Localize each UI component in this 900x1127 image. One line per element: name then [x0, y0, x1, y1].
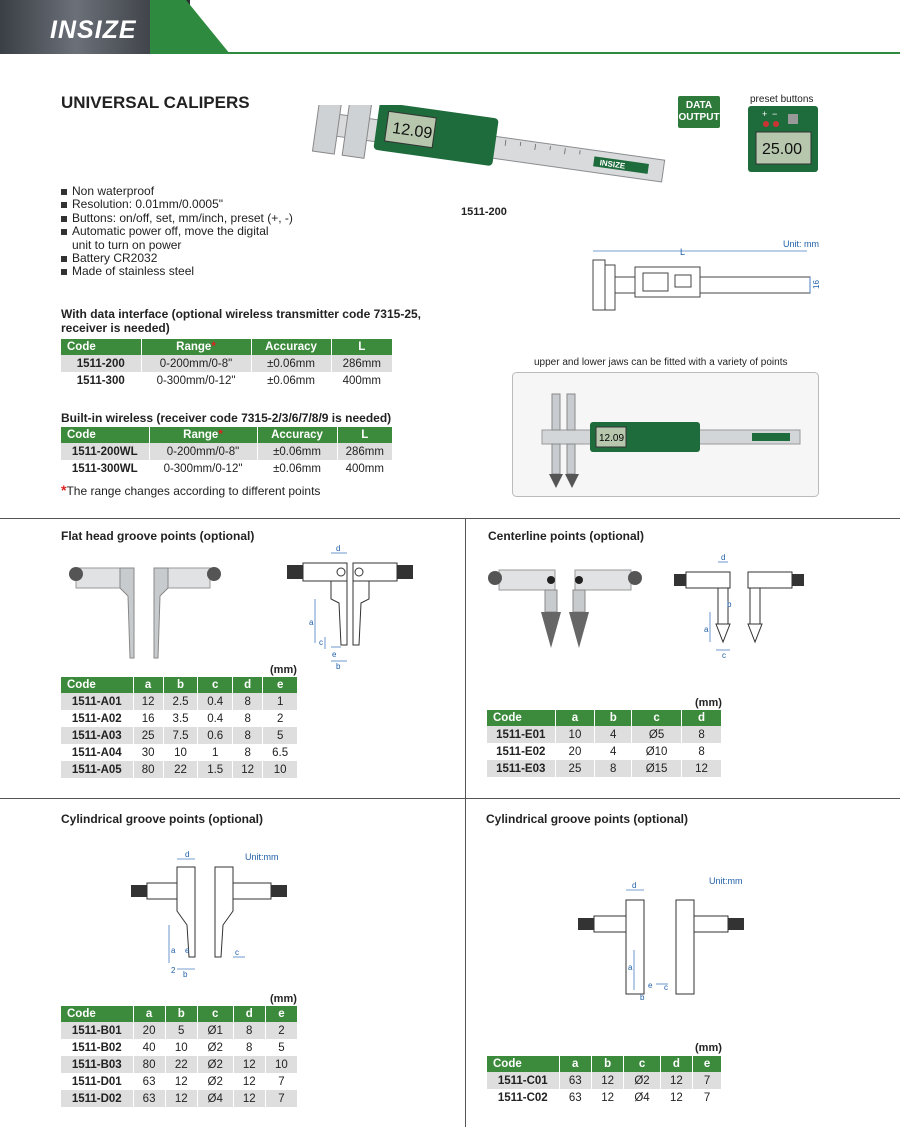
- centerline-photo: [485, 560, 645, 652]
- cylB-table: Code a b c d e 1511-B01 20 5 Ø1 8 2 1511-B02 40 10 Ø2 8 5 1511-B03 80 22 Ø2 12 10 1511-D01 63 12 Ø2 12 7 1511-D02 63 12 Ø4 12 7: [61, 1006, 298, 1107]
- header-green-arrow: [150, 0, 230, 54]
- insize-logo: INSIZE: [50, 16, 137, 44]
- dim-b: b: [336, 662, 341, 671]
- main-model-label: 1511-200: [461, 206, 507, 218]
- dim-a: a: [704, 625, 709, 634]
- cylB-diagram: [125, 845, 295, 980]
- center-table: Code a b c d 1511-E01 10 4 Ø5 8 1511-E02 20 4 Ø10 8 1511-E03 25 8 Ø15 12: [487, 710, 722, 777]
- divider-vertical: [465, 518, 466, 1127]
- cylB-diagram-unit: Unit:mm: [245, 852, 279, 862]
- dim-e: e: [185, 946, 190, 955]
- jaws-lcd: 12.09: [599, 433, 625, 444]
- dim-a: a: [309, 618, 314, 627]
- flat-table: Code a b c d e 1511-A01 12 2.5 0.4 8 1 1511-A02 16 3.5 0.4 8 2 1511-A03 25 7.5 0.6 8 5 1511-A04 30 10 1 8 6.5 1511-A05 80 22 1.5 12 10: [61, 677, 298, 778]
- caliper-photo: [305, 105, 670, 190]
- dim-16-label: 16: [812, 280, 821, 289]
- preset-buttons-label: preset buttons: [750, 94, 814, 105]
- dim-c: c: [319, 638, 323, 647]
- center-unit: (mm): [695, 697, 722, 709]
- minus-button-icon: −: [772, 109, 778, 119]
- dim-b: b: [640, 993, 645, 1002]
- cylC-diagram: [576, 880, 746, 1010]
- cylC-table: Code a b c d e 1511-C01 63 12 Ø2 12 7 1511-C02 63 12 Ø4 12 7: [487, 1056, 722, 1106]
- caliper-brand: INSIZE: [599, 158, 626, 171]
- divider: [0, 518, 900, 519]
- table2-heading: Built-in wireless (receiver code 7315-2/3/6/7/8/9 is needed): [61, 411, 392, 425]
- dim-c: c: [722, 651, 726, 660]
- cylC-diagram-unit: Unit:mm: [709, 876, 743, 886]
- feature-item-cont: unit to turn on power: [72, 237, 182, 252]
- page-title: UNIVERSAL CALIPERS: [61, 93, 250, 112]
- preset-lcd: 25.00: [762, 141, 803, 158]
- feature-item: Resolution: 0.01mm/0.0005": [61, 198, 293, 211]
- dimension-unit: Unit: mm: [783, 239, 819, 249]
- centerline-diagram: [672, 552, 807, 660]
- feature-item: Non waterproof: [61, 185, 293, 198]
- jaws-caption: upper and lower jaws can be fitted with a variety of points: [534, 357, 788, 368]
- dim-L-label: L: [680, 247, 686, 257]
- feature-item: Battery CR2032: [61, 252, 293, 265]
- dim-c: c: [664, 983, 668, 992]
- table1-heading: With data interface (optional wireless transmitter code 7315-25, receiver is needed): [61, 307, 421, 335]
- dim-e: e: [332, 650, 337, 659]
- cylB-heading: Cylindrical groove points (optional): [61, 812, 264, 826]
- flat-unit: (mm): [270, 664, 297, 676]
- flat-head-diagram: [285, 543, 415, 671]
- flat-head-photo: [68, 556, 223, 664]
- dim-d: d: [632, 881, 637, 890]
- feature-item: Buttons: on/off, set, mm/inch, preset (+, -): [61, 212, 293, 225]
- features-list: [61, 185, 293, 279]
- table1: Code Range* Accuracy L 1511-200 0-200mm/0-8" ±0.06mm 286mm 1511-300 0-300mm/0-12" ±0.06mm 400mm: [61, 339, 393, 389]
- preset-display-photo: [748, 106, 818, 172]
- range-note: *The range changes according to different points: [61, 482, 321, 498]
- dim-b: b: [727, 600, 732, 609]
- dim-2: 2: [171, 966, 176, 975]
- dim-d: d: [185, 850, 190, 859]
- divider: [0, 798, 900, 799]
- dim-d: d: [336, 544, 341, 553]
- table2: Code Range* Accuracy L 1511-200WL 0-200mm/0-8" ±0.06mm 286mm 1511-300WL 0-300mm/0-12" ±0.06mm 400mm: [61, 427, 393, 477]
- jaws-photo: [512, 372, 819, 497]
- dim-b: b: [183, 970, 188, 979]
- data-output-badge: DATA OUTPUT: [678, 96, 720, 128]
- dim-c: c: [235, 948, 239, 957]
- center-heading: Centerline points (optional): [488, 529, 644, 543]
- cylC-heading: Cylindrical groove points (optional): [486, 812, 689, 826]
- cylB-unit: (mm): [270, 993, 297, 1005]
- feature-item: Automatic power off, move the digital: [61, 225, 293, 238]
- plus-button-icon: +: [762, 109, 768, 119]
- dim-d: d: [721, 553, 726, 562]
- feature-item: Made of stainless steel: [61, 265, 293, 278]
- dim-a: a: [171, 946, 176, 955]
- flat-heading: Flat head groove points (optional): [61, 529, 255, 543]
- cylC-unit: (mm): [695, 1042, 722, 1054]
- dim-e: e: [648, 981, 653, 990]
- dim-a: a: [628, 963, 633, 972]
- caliper-dimension-drawing: [585, 245, 825, 315]
- lcd-reading: 12.09: [391, 120, 434, 143]
- header-green-line: [190, 52, 900, 54]
